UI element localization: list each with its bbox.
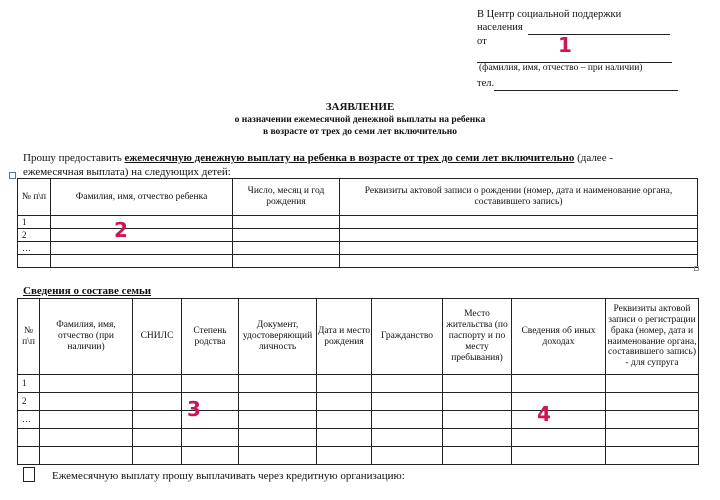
table-cell[interactable]: [18, 447, 40, 465]
table-cell[interactable]: [317, 393, 372, 411]
annotation-marker-2: 2: [114, 218, 128, 242]
request-paragraph-line-2: ежемесячная выплата) на следующих детей:: [23, 166, 231, 178]
payment-checkbox[interactable]: [23, 467, 35, 482]
payment-text: Ежемесячную выплату прошу выплачивать через кредитную организацию:: [52, 470, 405, 482]
table-cell[interactable]: [340, 242, 698, 255]
row-number: 1: [18, 216, 51, 229]
header-other-income: Сведения об иных доходах: [512, 299, 606, 375]
table-resize-handle[interactable]: [694, 266, 699, 271]
header-residence: Место жительства (по паспорту и по месту пребывания): [443, 299, 512, 375]
table-cell[interactable]: [133, 429, 182, 447]
table-cell[interactable]: [51, 242, 233, 255]
table-cell[interactable]: [372, 429, 443, 447]
header-number: № п\п: [18, 299, 40, 375]
header-relation: Степень родства: [182, 299, 239, 375]
table-cell[interactable]: [239, 393, 317, 411]
table-cell[interactable]: [606, 447, 699, 465]
table-cell[interactable]: [340, 216, 698, 229]
table-cell[interactable]: [40, 375, 133, 393]
phone-line: [494, 90, 678, 91]
row-number: 2: [18, 229, 51, 242]
row-number: 2: [18, 393, 40, 411]
phone-label: тел.: [477, 78, 495, 89]
table-cell[interactable]: [606, 429, 699, 447]
header-birth-date-place: Дата и место рождения: [317, 299, 372, 375]
table-cell[interactable]: [239, 375, 317, 393]
table-cell[interactable]: [606, 375, 699, 393]
family-heading: Сведения о составе семьи: [23, 285, 152, 297]
table-cell[interactable]: [443, 411, 512, 429]
document-title: ЗАЯВЛЕНИЕ: [325, 101, 395, 113]
table-row: [18, 429, 699, 447]
table-cell[interactable]: [182, 429, 239, 447]
header-child-name: Фамилия, имя, отчество ребенка: [51, 179, 233, 216]
document-subtitle-1: о назначении ежемесячной денежной выплаты на ребенка: [234, 115, 486, 125]
table-cell[interactable]: [340, 229, 698, 242]
table-cell[interactable]: [51, 229, 233, 242]
table-cell[interactable]: [40, 393, 133, 411]
table-row: [18, 375, 699, 393]
header-marriage-record: Реквизиты актовой записи о регистрации брака (номер, дата и наименование органа, составившего запись) - для супруга: [606, 299, 699, 375]
document-subtitle-2: в возрасте от трех до семи лет включительно: [262, 127, 458, 137]
recipient-line-1: В Центр социальной поддержки: [477, 9, 622, 20]
table-cell[interactable]: [512, 375, 606, 393]
request-text-start: Прошу предоставить: [23, 152, 125, 164]
family-table: [17, 298, 699, 465]
request-text-end: (далее -: [574, 152, 613, 164]
table-cell[interactable]: [239, 429, 317, 447]
table-row: [18, 255, 698, 268]
table-cell[interactable]: [239, 411, 317, 429]
table-cell[interactable]: [51, 216, 233, 229]
header-birth-date: Число, месяц и год рождения: [233, 179, 340, 216]
table-cell[interactable]: [317, 411, 372, 429]
table-cell[interactable]: [51, 255, 233, 268]
row-number: …: [18, 411, 40, 429]
table-cell[interactable]: [133, 393, 182, 411]
table-cell[interactable]: [340, 255, 698, 268]
table-cell[interactable]: [133, 375, 182, 393]
table-cell[interactable]: [40, 447, 133, 465]
table-cell[interactable]: [317, 375, 372, 393]
table-cell[interactable]: [40, 429, 133, 447]
table-cell[interactable]: [317, 429, 372, 447]
table-cell[interactable]: [40, 411, 133, 429]
row-number: …: [18, 242, 51, 255]
family-table-header: [18, 299, 699, 375]
table-row: [18, 411, 699, 429]
recipient-line-2: населения: [477, 22, 523, 33]
from-label: от: [477, 36, 487, 47]
table-cell[interactable]: [512, 411, 606, 429]
table-move-handle[interactable]: [9, 172, 16, 179]
table-cell[interactable]: [233, 216, 340, 229]
table-cell[interactable]: [239, 447, 317, 465]
table-cell[interactable]: [443, 393, 512, 411]
table-cell[interactable]: [372, 375, 443, 393]
annotation-marker-1: 1: [558, 33, 572, 57]
table-cell[interactable]: [512, 393, 606, 411]
request-emphasis: ежемесячную денежную выплату на ребенка в возрасте от трех до семи лет включительно: [124, 152, 575, 164]
table-cell[interactable]: [443, 375, 512, 393]
header-id-document: Документ, удостоверяющий личность: [239, 299, 317, 375]
table-cell[interactable]: [606, 393, 699, 411]
table-cell[interactable]: [372, 447, 443, 465]
children-table-header: [18, 179, 698, 216]
table-cell[interactable]: [133, 447, 182, 465]
table-row: [18, 242, 698, 255]
header-snils: СНИЛС: [133, 299, 182, 375]
table-cell[interactable]: [18, 255, 51, 268]
table-row: [18, 393, 699, 411]
row-number: 1: [18, 375, 40, 393]
table-cell[interactable]: [317, 447, 372, 465]
table-cell[interactable]: [512, 447, 606, 465]
annotation-marker-4: 4: [537, 402, 551, 426]
request-paragraph: [23, 152, 713, 164]
table-row: [18, 447, 699, 465]
table-cell[interactable]: [233, 242, 340, 255]
table-cell[interactable]: [18, 429, 40, 447]
table-cell[interactable]: [233, 255, 340, 268]
table-cell[interactable]: [443, 447, 512, 465]
fio-hint: (фамилия, имя, отчество – при наличии): [479, 63, 643, 73]
table-cell[interactable]: [372, 411, 443, 429]
recipient-underline: [528, 34, 670, 35]
annotation-marker-3: 3: [187, 397, 201, 421]
table-cell[interactable]: [512, 429, 606, 447]
header-citizenship: Гражданство: [372, 299, 443, 375]
table-cell[interactable]: [182, 375, 239, 393]
header-number: № п\п: [18, 179, 51, 216]
table-cell[interactable]: [443, 429, 512, 447]
table-cell[interactable]: [606, 411, 699, 429]
table-cell[interactable]: [133, 411, 182, 429]
header-fio: Фамилия, имя, отчество (при наличии): [40, 299, 133, 375]
table-cell[interactable]: [233, 229, 340, 242]
table-cell[interactable]: [372, 393, 443, 411]
header-birth-record: Реквизиты актовой записи о рождении (номер, дата и наименование органа, составившего запись): [340, 179, 698, 216]
table-cell[interactable]: [182, 447, 239, 465]
